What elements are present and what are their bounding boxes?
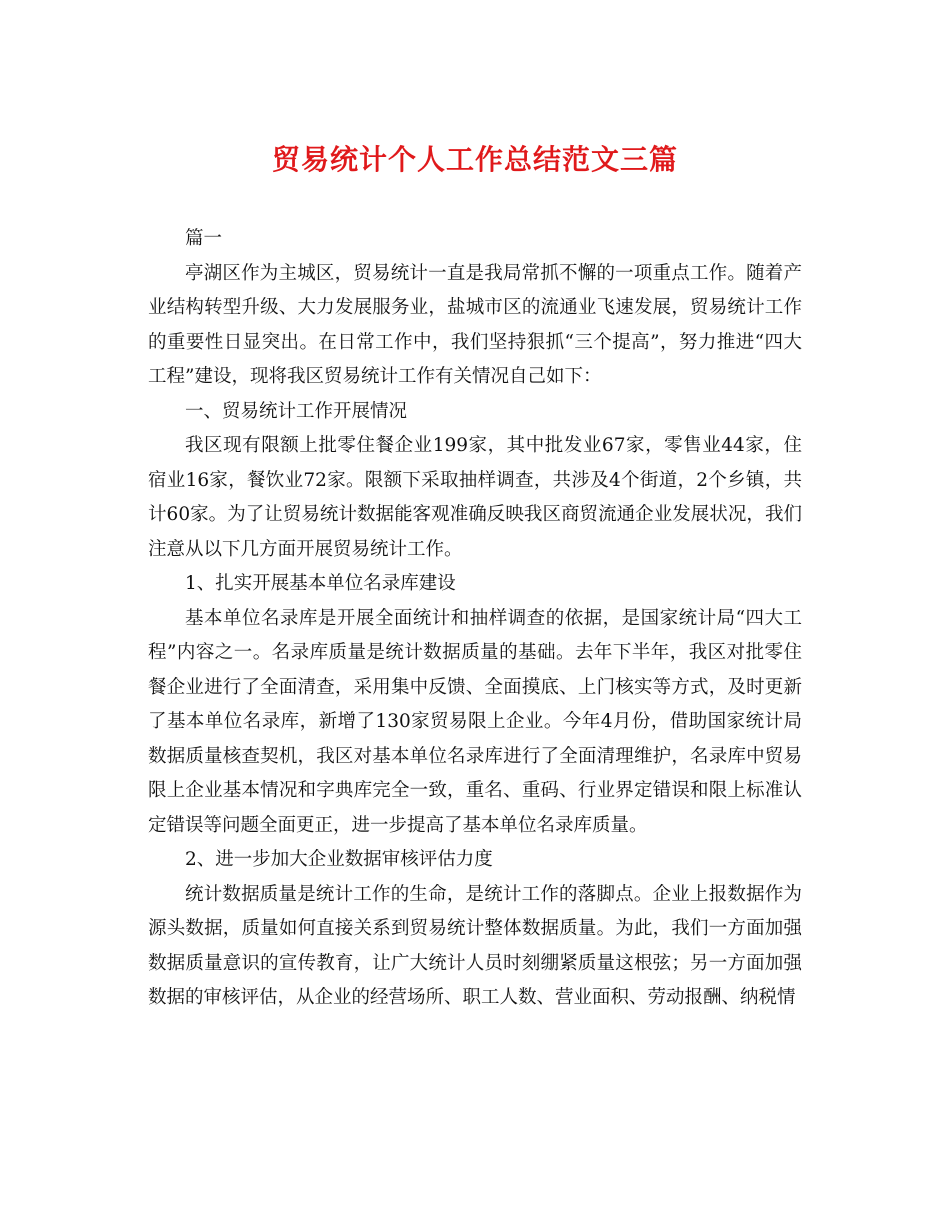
document-body	[148, 222, 802, 1016]
subsection-heading: 1、扎实开展基本单位名录库建设	[185, 573, 456, 594]
body-paragraph: 亭湖区作为主城区，贸易统计一直是我局常抓不懈的一项重点工作。随着产业结构转型升级、大力发展服务业，盐城市区的流通业飞速发展，贸易统计工作的重要性日显突出。在日常工作中，我们坚持狠抓“三个提高”，努力推进“四大工程”建设，现将我区贸易统计工作有关情况自己如下：	[148, 262, 802, 387]
body-paragraph: 统计数据质量是统计工作的生命，是统计工作的落脚点。企业上报数据作为源头数据，质量如何直接关系到贸易统计整体数据质量。为此，我们一方面加强数据质量意识的宣传教育，让广大统计人员时刻绷紧质量这根弦；另一方面加强数据的审核评估，从企业的经营场所、职工人数、营业面积、劳动报酬、纳税情	[148, 883, 802, 1008]
subsection-heading: 2、进一步加大企业数据审核评估力度	[185, 849, 493, 870]
document-title: 贸易统计个人工作总结范文三篇	[271, 143, 678, 176]
body-paragraph: 我区现有限额上批零住餐企业199家，其中批发业67家，零售业44家，住宿业16家，餐饮业72家。限额下采取抽样调查，共涉及4个街道，2个乡镇，共计60家。为了让贸易统计数据能客观准确反映我区商贸流通企业发展状况，我们注意从以下几方面开展贸易统计工作。	[148, 435, 802, 560]
section-heading-part-one: 篇一	[185, 228, 223, 249]
body-paragraph: 基本单位名录库是开展全面统计和抽样调查的依据，是国家统计局“四大工程”内容之一。名录库质量是统计数据质量的基础。去年下半年，我区对批零住餐企业进行了全面清查，采用集中反馈、全面摸底、上门核实等方式，及时更新了基本单位名录库，新增了130家贸易限上企业。今年4月份，借助国家统计局数据质量核查契机，我区对基本单位名录库进行了全面清理维护，名录库中贸易限上企业基本情况和字典库完全一致，重名、重码、行业界定错误和限上标准认定错误等问题全面更正，进一步提高了基本单位名录库质量。	[148, 607, 802, 836]
section-heading: 一、贸易统计工作开展情况	[185, 400, 408, 422]
